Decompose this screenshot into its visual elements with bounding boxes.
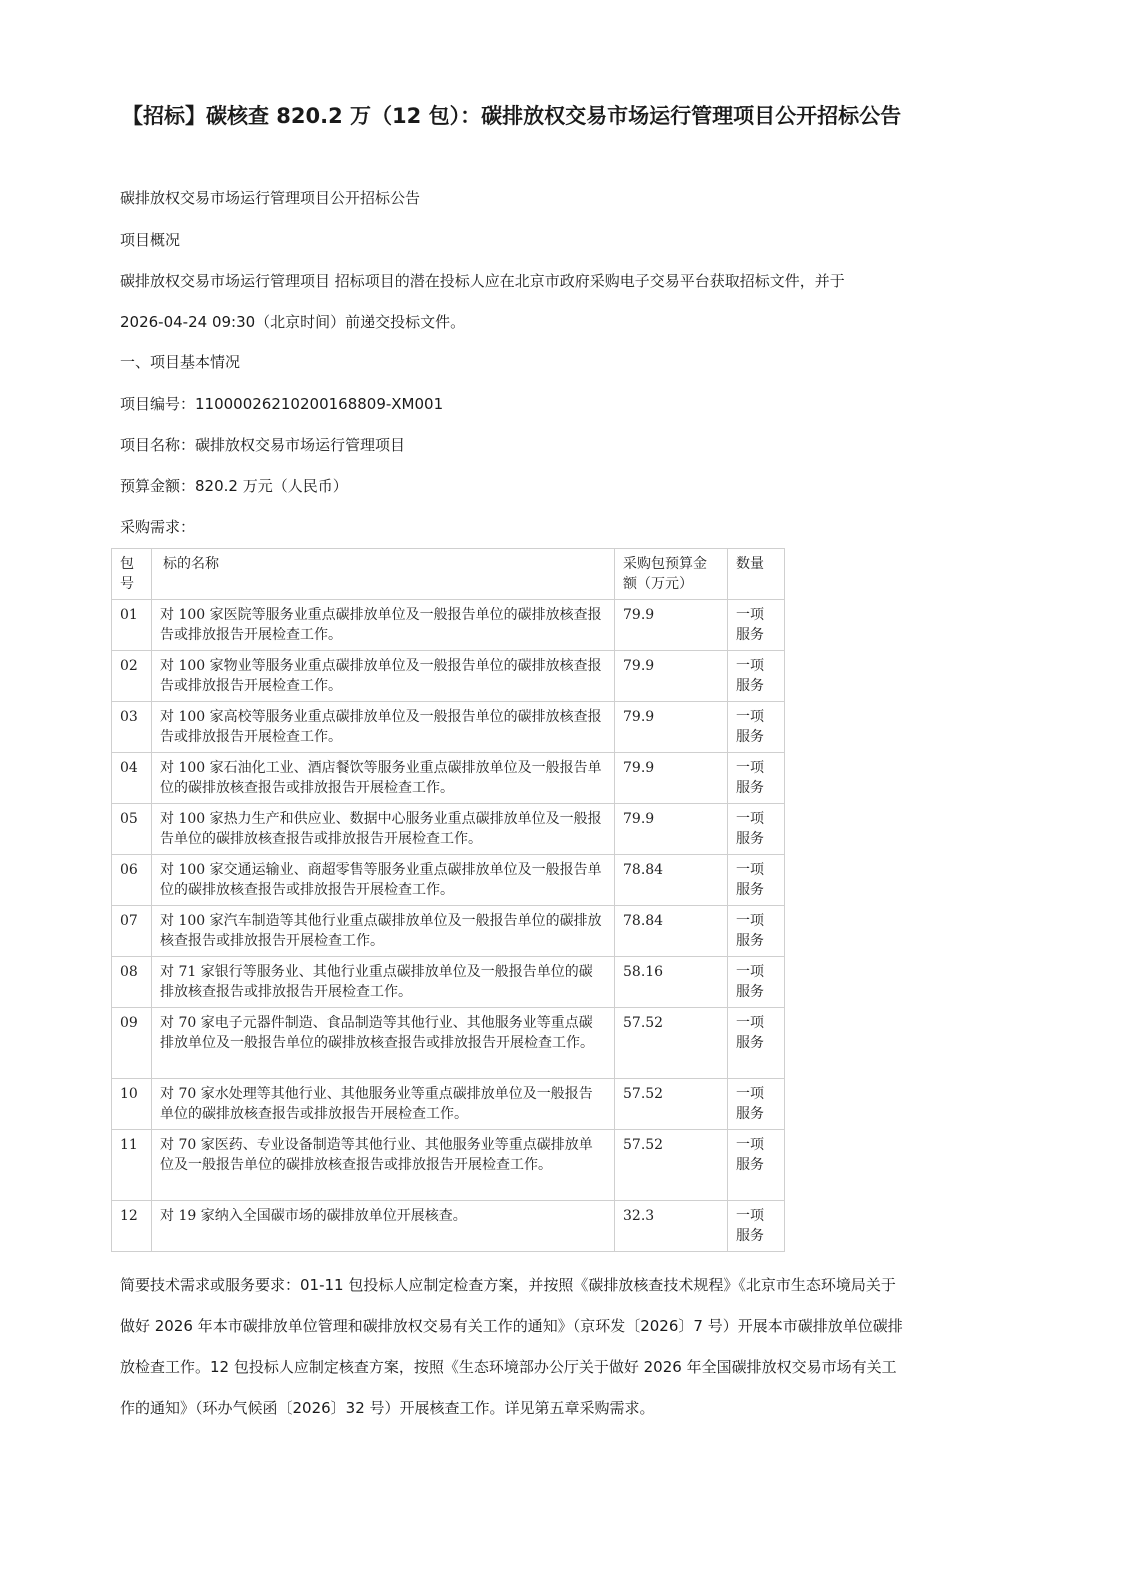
package-no: 11 xyxy=(112,1130,152,1201)
budget-value: 57.52 xyxy=(615,1008,728,1079)
item-name: 对 100 家交通运输业、商超零售等服务业重点碳排放单位及一般报告单位的碳排放核查报告或排放报告开展检查工作。 xyxy=(152,855,615,906)
table-row xyxy=(112,957,785,1008)
item-name: 对 100 家高校等服务业重点碳排放单位及一般报告单位的碳排放核查报告或排放报告开展检查工作。 xyxy=(152,702,615,753)
table-row xyxy=(112,1008,785,1079)
budget-value: 57.52 xyxy=(615,1130,728,1201)
page-title: 【招标】碳核查 820.2 万（12 包）：碳排放权交易市场运行管理项目公开招标公告 xyxy=(122,104,902,128)
item-name: 对 70 家医药、专业设备制造等其他行业、其他服务业等重点碳排放单位及一般报告单位的碳排放核查报告或排放报告开展检查工作。 xyxy=(152,1130,615,1201)
quantity: 一项服务 xyxy=(728,1130,785,1201)
package-no: 07 xyxy=(112,906,152,957)
package-no: 02 xyxy=(112,651,152,702)
table-row xyxy=(112,804,785,855)
quantity: 一项服务 xyxy=(728,600,785,651)
package-no: 06 xyxy=(112,855,152,906)
quantity: 一项服务 xyxy=(728,753,785,804)
quantity: 一项服务 xyxy=(728,1008,785,1079)
table-row xyxy=(112,1201,785,1252)
table-header-row xyxy=(112,549,785,600)
budget-value: 78.84 xyxy=(615,855,728,906)
table-row xyxy=(112,600,785,651)
quantity: 一项服务 xyxy=(728,702,785,753)
item-name: 对 100 家医院等服务业重点碳排放单位及一般报告单位的碳排放核查报告或排放报告开展检查工作。 xyxy=(152,600,615,651)
package-no: 05 xyxy=(112,804,152,855)
tech-requirements-line-4: 作的通知》（环办气候函〔2026〕32 号）开展核查工作。详见第五章采购需求。 xyxy=(120,1399,655,1417)
budget-value: 79.9 xyxy=(615,804,728,855)
header-item-name: 标的名称 xyxy=(152,549,615,600)
item-name: 对 70 家电子元器件制造、食品制造等其他行业、其他服务业等重点碳排放单位及一般报告单位的碳排放核查报告或排放报告开展检查工作。 xyxy=(152,1008,615,1079)
budget-value: 78.84 xyxy=(615,906,728,957)
budget-value: 58.16 xyxy=(615,957,728,1008)
quantity: 一项服务 xyxy=(728,906,785,957)
table-row xyxy=(112,1130,785,1201)
budget-value: 79.9 xyxy=(615,600,728,651)
table-row xyxy=(112,906,785,957)
item-name: 对 19 家纳入全国碳市场的碳排放单位开展核查。 xyxy=(152,1201,615,1252)
overview-line-1: 碳排放权交易市场运行管理项目 招标项目的潜在投标人应在北京市政府采购电子交易平台获取招标文件，并于 xyxy=(120,272,845,290)
section-basic-info-heading: 一、项目基本情况 xyxy=(120,353,241,371)
budget-amount: 预算金额：820.2 万元（人民币） xyxy=(120,477,348,495)
tech-requirements-line-1: 简要技术需求或服务要求：01-11 包投标人应制定检查方案，并按照《碳排放核查技术规程》《北京市生态环境局关于 xyxy=(120,1276,896,1294)
table-row xyxy=(112,855,785,906)
item-name: 对 71 家银行等服务业、其他行业重点碳排放单位及一般报告单位的碳排放核查报告或排放报告开展检查工作。 xyxy=(152,957,615,1008)
budget-value: 57.52 xyxy=(615,1079,728,1130)
item-name: 对 100 家热力生产和供应业、数据中心服务业重点碳排放单位及一般报告单位的碳排放核查报告或排放报告开展检查工作。 xyxy=(152,804,615,855)
budget-value: 79.9 xyxy=(615,651,728,702)
table-row xyxy=(112,753,785,804)
quantity: 一项服务 xyxy=(728,1201,785,1252)
package-no: 01 xyxy=(112,600,152,651)
package-no: 03 xyxy=(112,702,152,753)
procurement-label: 采购需求： xyxy=(120,518,196,536)
package-no: 10 xyxy=(112,1079,152,1130)
item-name: 对 70 家水处理等其他行业、其他服务业等重点碳排放单位及一般报告单位的碳排放核查报告或排放报告开展检查工作。 xyxy=(152,1079,615,1130)
table-row xyxy=(112,651,785,702)
header-budget-amount: 采购包预算金额（万元） xyxy=(615,549,728,600)
quantity: 一项服务 xyxy=(728,1079,785,1130)
quantity: 一项服务 xyxy=(728,651,785,702)
package-no: 04 xyxy=(112,753,152,804)
item-name: 对 100 家石油化工业、酒店餐饮等服务业重点碳排放单位及一般报告单位的碳排放核查报告或排放报告开展检查工作。 xyxy=(152,753,615,804)
header-package-no: 包号 xyxy=(112,549,152,600)
tech-requirements-line-2: 做好 2026 年本市碳排放单位管理和碳排放权交易有关工作的通知》（京环发〔2026〕7 号）开展本市碳排放单位碳排 xyxy=(120,1317,903,1335)
notice-subtitle: 碳排放权交易市场运行管理项目公开招标公告 xyxy=(120,189,421,207)
procurement-table xyxy=(111,548,785,1252)
overview-line-2: 2026-04-24 09:30（北京时间）前递交投标文件。 xyxy=(120,313,466,331)
header-quantity: 数量 xyxy=(728,549,785,600)
package-no: 08 xyxy=(112,957,152,1008)
overview-heading: 项目概况 xyxy=(120,231,181,249)
project-name: 项目名称：碳排放权交易市场运行管理项目 xyxy=(120,436,406,454)
item-name: 对 100 家物业等服务业重点碳排放单位及一般报告单位的碳排放核查报告或排放报告开展检查工作。 xyxy=(152,651,615,702)
table-row xyxy=(112,1079,785,1130)
budget-value: 79.9 xyxy=(615,702,728,753)
quantity: 一项服务 xyxy=(728,804,785,855)
project-number: 项目编号：11000026210200168809-XM001 xyxy=(120,395,444,413)
package-no: 12 xyxy=(112,1201,152,1252)
budget-value: 79.9 xyxy=(615,753,728,804)
quantity: 一项服务 xyxy=(728,957,785,1008)
budget-value: 32.3 xyxy=(615,1201,728,1252)
quantity: 一项服务 xyxy=(728,855,785,906)
table-row xyxy=(112,702,785,753)
tech-requirements-line-3: 放检查工作。12 包投标人应制定核查方案，按照《生态环境部办公厅关于做好 2026 年全国碳排放权交易市场有关工 xyxy=(120,1358,897,1376)
package-no: 09 xyxy=(112,1008,152,1079)
item-name: 对 100 家汽车制造等其他行业重点碳排放单位及一般报告单位的碳排放核查报告或排放报告开展检查工作。 xyxy=(152,906,615,957)
